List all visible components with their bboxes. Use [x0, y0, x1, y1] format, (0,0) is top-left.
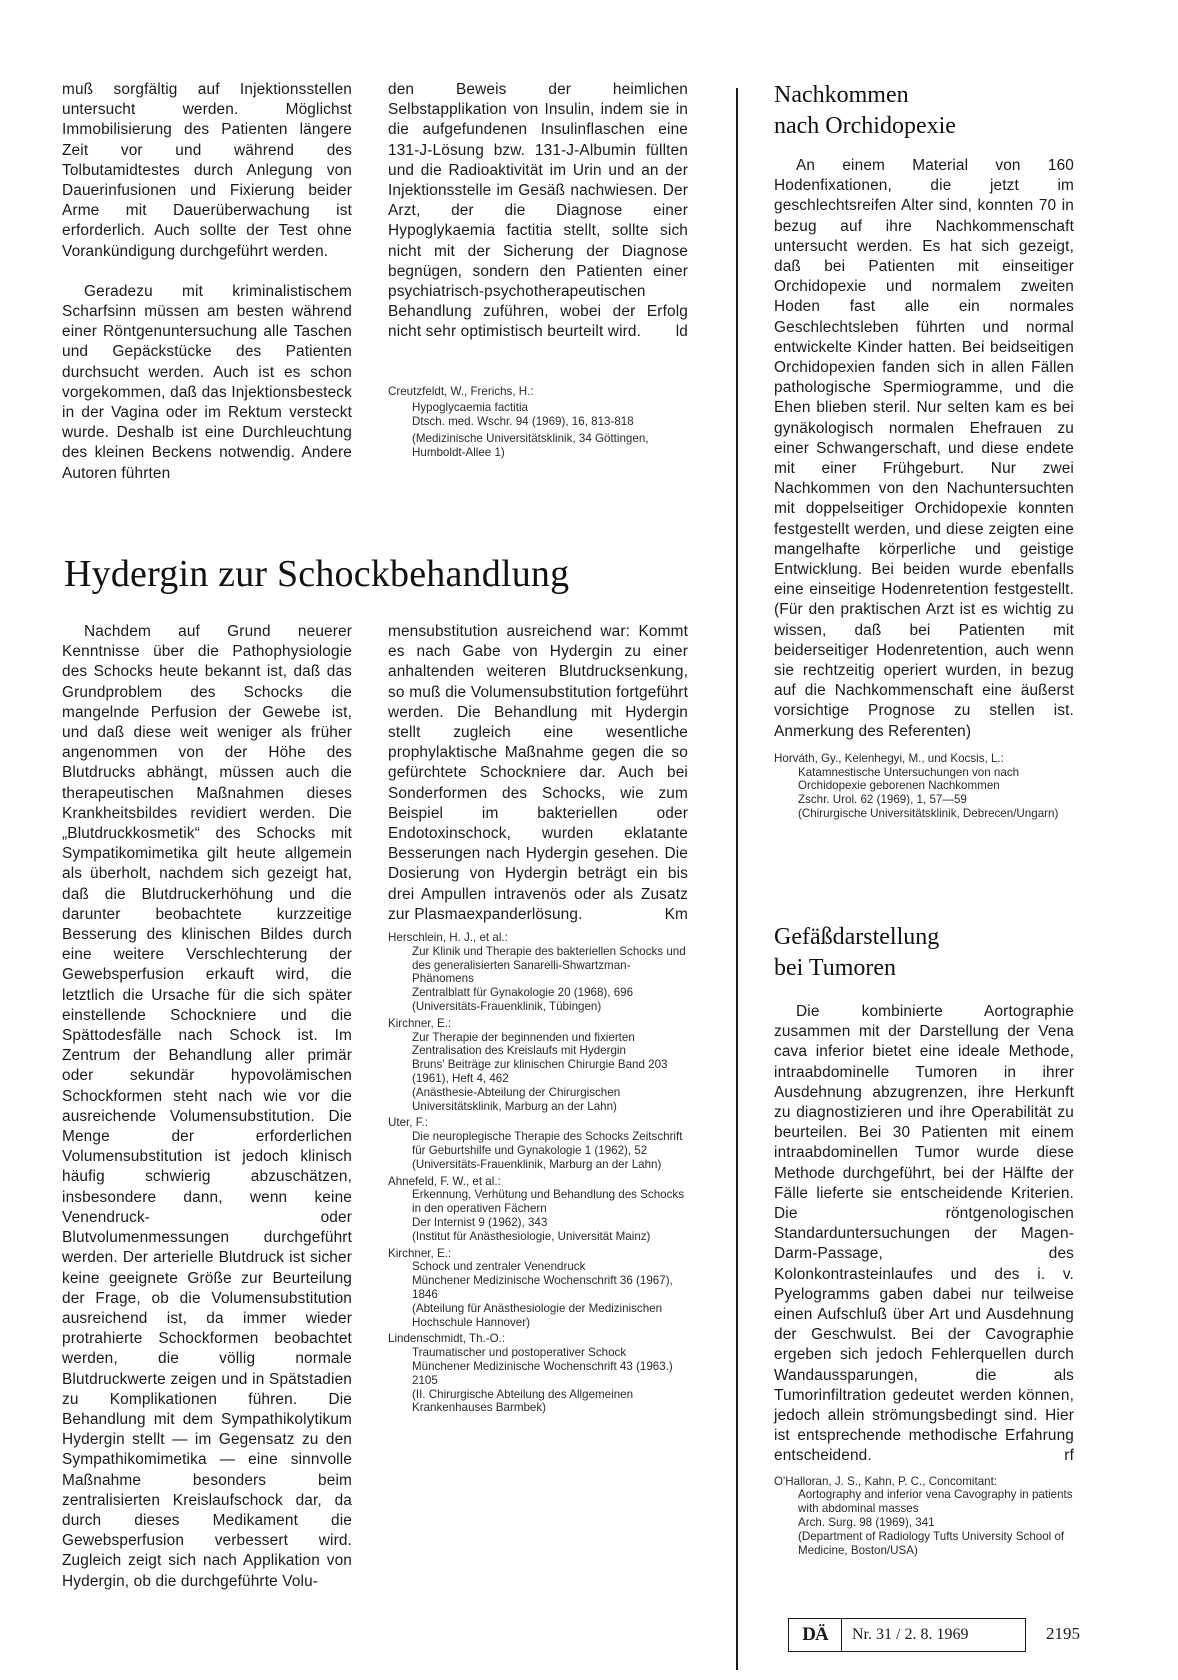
article4-title: [774, 922, 1074, 984]
article3-title-line1: Nachkommen: [774, 82, 909, 108]
reference-detail: Die neuroplegische Therapie des Schocks Zeitschrift für Geburtshilfe und Gynakologie 1 (1962), 52: [412, 1130, 683, 1157]
page-number: 2195: [1046, 1624, 1080, 1643]
reference-detail: (Universitäts-Frauenklinik, Marburg an der Lahn): [412, 1157, 662, 1171]
reference-detail: (II. Chirurgische Abteilung des Allgemeinen Krankenhauses Barmbek): [412, 1387, 634, 1415]
article2-title: Hydergin zur Schockbehandlung: [64, 553, 570, 595]
reference-detail: Zur Klinik und Therapie des bakteriellen Schocks und des generalisierten Sanarelli-Shwartzman-Phänomens: [412, 944, 686, 986]
reference-institution: (Chirurgische Universitätsklinik, Debrecen/Ungarn): [798, 807, 1059, 821]
reference-authors: Kirchner, E.:: [388, 1246, 452, 1260]
reference-journal: Arch. Surg. 98 (1969), 341: [798, 1516, 935, 1530]
reference-entry: [388, 931, 688, 1014]
article1-column1: [62, 80, 352, 484]
reference-title: Aortography and inferior vena Cavography in patients with abdominal masses: [798, 1488, 1073, 1516]
article3-title: [774, 80, 1074, 142]
reference-institution: (Medizinische Universitätsklinik, 34 Göttingen, Humboldt-Allee 1): [412, 432, 649, 459]
reference-entry: [388, 1247, 688, 1330]
article1-paragraph-2: Geradezu mit kriminalistischem Scharfsinn müssen am besten während einer Röntgenuntersuchung alle Taschen und Gepäckstücke des Patienten durchsucht werden. Auch ist es schon vorgekommen, daß das Injektionsbesteck in der Vagina oder im Rektum versteckt wurde. Deshalb ist eine Durchleuchtung des kleinen Beckens notwendig. Andere Autoren führten: [62, 282, 352, 482]
article4: [774, 922, 1074, 1557]
reference-detail: Zentralblatt für Gynakologie 20 (1968), 696: [412, 986, 634, 1000]
reference-authors: Uter, F.:: [388, 1116, 428, 1130]
reference-detail: Bruns' Beiträge zur klinischen Chirurgie Band 203 (1961), Heft 4, 462: [412, 1058, 668, 1086]
reference-detail: Münchener Medizinische Wochenschrift 36 (1967), 1846: [412, 1274, 673, 1301]
article3-reference: [774, 752, 1074, 821]
reference-title: Hypoglycaemia factitia: [412, 401, 528, 415]
article1-reference: [388, 385, 688, 460]
reference-authors: Horváth, Gy., Kelenhegyi, M., und Kocsis, L.:: [774, 751, 1004, 765]
reference-detail: Schock und zentraler Venendruck: [412, 1260, 586, 1274]
article4-title-line1: Gefäßdarstellung: [774, 924, 940, 950]
article3-paragraph: An einem Material von 160 Hodenfixationen, die jetzt im geschlechtsreifen Alter sind, konnten 70 in bezug auf ihre Nachkommenschaft untersucht werden. Es hat sich gezeigt, daß bei Patienten mit einseitiger Orchidopexie und normalem zweiten Hoden fast alle ein normales Geschlechtsleben führten und normal entwickelte Kinder hatten. Bei beidseitigen Orchidopexien fanden sich in allen Fällen pathologische Spermiogramme, und die Ehen blieben steril. Nur selten kam es bei gynäkologisch normalen Ehefrauen zu einer Schwangerschaft, und diese endete mit einer Frühgeburt. Nur zwei Nachkommen von den Nachuntersuchten mit doppelseitiger Orchidopexie konnten festgestellt werden, und diese zeigten eine mangelhafte körperliche und geistige Entwicklung. Bei beiden wurde ebenfalls eine einseitige Hodenretention festgestellt. (Für den praktischen Arzt ist es wichtig zu wissen, daß bei Patienten mit beiderseitiger Hodenretention, auch wenn sie rechtzeitig operiert wurden, in bezug auf die Nachkommenschaft eine äußerst vorsichtige Prognose zu stellen ist. Anmerkung des Referenten): [774, 157, 1074, 740]
reference-detail: (Institut für Anästhesiologie, Universität Mainz): [412, 1229, 651, 1243]
column-divider: [736, 88, 738, 1670]
article2-column1: [62, 622, 352, 1592]
issue-footer: [788, 1618, 1026, 1652]
article1-paragraph-1: muß sorgfältig auf Injektionsstellen untersucht werden. Möglichst Immobilisierung des Patienten längere Zeit vor und während des Tolbutamidtestes durch Anlegung von Dauerinfusionen und Fixierung beider Arme mit Dauerüberwachung ist erforderlich. Auch sollte der Test ohne Vorankündigung durchgeführt werden.: [62, 81, 352, 260]
article2-column2: [388, 622, 688, 1418]
reference-title: Katamnestische Untersuchungen von nach Orchidopexie geborenen Nachkommen: [798, 765, 1020, 793]
reference-institution: (Department of Radiology Tufts University School of Medicine, Boston/USA): [798, 1529, 1065, 1557]
reference-journal: Dtsch. med. Wschr. 94 (1969), 16, 813-818: [412, 415, 634, 429]
reference-authors: Kirchner, E.:: [388, 1016, 452, 1030]
reference-detail: (Universitäts-Frauenklinik, Tübingen): [412, 1000, 602, 1014]
reference-detail: Der Internist 9 (1962), 343: [412, 1215, 548, 1229]
article2-signoff: Km: [664, 905, 688, 923]
reference-authors: Herschlein, H. J., et al.:: [388, 931, 508, 945]
reference-entry: [388, 1175, 688, 1244]
article2-paragraph-2: [388, 622, 688, 925]
reference-entry: [388, 1332, 688, 1415]
reference-detail: Erkennung, Verhütung und Behandlung des Schocks in den operativen Fächern: [412, 1188, 685, 1216]
article4-signoff: rf: [1064, 1447, 1074, 1465]
article3-title-line2: nach Orchidopexie: [774, 113, 956, 139]
article1-column2: [388, 80, 688, 460]
article4-reference: [774, 1475, 1074, 1558]
article4-paragraph: [774, 1002, 1074, 1467]
reference-detail: Traumatischer und postoperativer Schock: [412, 1346, 627, 1360]
article1-paragraph-3: [388, 80, 688, 343]
reference-authors: O'Halloran, J. S., Kahn, P. C., Concomitant:: [774, 1474, 998, 1488]
reference-authors: Ahnefeld, F. W., et al.:: [388, 1174, 501, 1188]
reference-authors: Lindenschmidt, Th.-O.:: [388, 1332, 506, 1346]
issue-number: Nr. 31 / 2. 8. 1969: [852, 1626, 969, 1643]
article3: [774, 80, 1074, 821]
article4-title-line2: bei Tumoren: [774, 955, 897, 981]
reference-detail: (Anästhesie-Abteilung der Chirurgischen Universitätsklinik, Marburg an der Lahn): [412, 1085, 621, 1113]
article2-paragraph-1: Nachdem auf Grund neuerer Kenntnisse über die Pathophysiologie des Schocks heute bekannt ist, daß das Grundproblem des Schocks die mangelnde Perfusion der Gewebe ist, und daß diese weit weniger als früher angenommen von der Höhe des Blutdrucks abhängt, müssen auch die therapeutischen Maßnahmen dieses Krankheitsbildes revidiert werden. Die „Blutdruckkosmetik“ des Schocks mit Sympatikomimetika gilt heute allgemein als überholt, nachdem sich gezeigt hat, daß die Blutdruckerhöhung und die darunter beobachtete kurzzeitige Besserung des klinischen Bildes durch eine weitere Verschlechterung der Gewebsperfusion erkauft wird, die letztlich die Ursache für die sich später einstellende Schockniere und die Spättodesfälle nach Schock ist. Im Zentrum der Behandlung aller primär oder sekundär hypovolämischen Schockformen steht nach wie vor die ausreichende Volumensubstitution. Die Menge der erforderlichen Volumensubstitution ist jedoch klinisch häufig schwierig abzuschätzen, insbesondere dann, wenn keine Venendruck- oder Blutvolumenmessungen durchgeführt werden. Der arterielle Blutdruck ist sicher keine geeignete Größe zur Beurteilung der Frage, ob die Volumensubstitution ausreichend ist, da immer wieder protrahierte Schockformen beobachtet werden, die völlig normale Blutdruckwerte zeigen und in Spätstadien zu Komplikationen führen. Die Behandlung mit dem Sympathikolytikum Hydergin stellt — im Gegensatz zu den Sympathikomimetika — eine sinnvolle Maßnahme besonders beim zentralisierten Kreislaufschock dar, da durch dieses Medikament die Gewebsperfusion verbessert wird. Zugleich zeigt sich nach Applikation von Hydergin, ob die durchgeführte Volu-: [62, 623, 352, 1590]
article4-paragraph-text: Die kombinierte Aortographie zusammen mit der Darstellung der Vena cava inferior bietet eine ideale Methode, intraabdominelle Tumoren in ihrer Ausdehnung abzugrenzen, ihre Herkunft zu diagnostizieren und ihre Operabilität zu beurteilen. Bei 30 Patienten mit einem intraabdominellen Tumor wurde diese Methode durchgeführt, bei der Hälfte der Fälle lieferte sie entscheidende Kriterien. Die röntgenologischen Standarduntersuchungen der Magen-Darm-Passage, des Kolonkontrasteinlaufes und des i. v. Pyelogramms gaben dabei nur teilweise einen Aufschluß über Art und Ausdehnung der Geschwulst. Bei der Cavographie ergeben sich jedoch Fehlerquellen durch Wandaussparungen, die als Tumorinfiltration gedeutet werden können, jedoch allein strömungsbedingt sind. Hier ist entsprechende methodische Erfahrung entscheidend.: [774, 1003, 1074, 1465]
reference-detail: Zur Therapie der beginnenden und fixierten Zentralisation des Kreislaufs mit Hydergin: [412, 1030, 635, 1058]
article1-signoff: ld: [675, 323, 688, 341]
reference-detail: Münchener Medizinische Wochenschrift 43 (1963.) 2105: [412, 1359, 673, 1387]
journal-logo: DÄ: [789, 1619, 842, 1651]
reference-entry: [388, 1116, 688, 1171]
article2-references: [388, 931, 688, 1415]
reference-entry: [388, 1017, 688, 1114]
reference-authors: Creutzfeldt, W., Frerichs, H.:: [388, 384, 534, 398]
article1-paragraph-3-text: den Beweis der heimlichen Selbstapplikation von Insulin, indem sie in die aufgefundenen Insulinflaschen eine 131-J-Lösung bzw. 131-J-Albumin füllten und die Radioaktivität im Urin und an der Injektionsstelle im Gesäß nachwiesen. Der Arzt, der die Diagnose einer Hypoglykaemia factitia stellt, sollte sich nicht mit der Sicherung der Diagnose begnügen, sondern den Patienten einer psychiatrisch-psychotherapeutischen Behandlung zuführen, wobei der Erfolg nicht sehr optimistisch beurteilt wird.: [388, 81, 688, 341]
reference-detail: (Abteilung für Anästhesiologie der Medizinischen Hochschule Hannover): [412, 1301, 663, 1329]
article2-paragraph-2-text: mensubstitution ausreichend war: Kommt es nach Gabe von Hydergin zu einer anhaltenden weiteren Blutdrucksenkung, so muß die Volumensubstitution fortgeführt werden. Die Behandlung mit Hydergin stellt zugleich eine wesentliche prophylaktische Maßnahme gegen die so gefürchtete Schockniere dar. Auch bei Sonderformen des Schocks, wie zum Beispiel im bakteriellen oder Endotoxinschock, wurden eklatante Besserungen nach Hydergin gesehen. Die Dosierung von Hydergin beträgt ein bis drei Ampullen intravenös oder als Zusatz zur Plasmaexpanderlösung.: [388, 623, 688, 923]
reference-journal: Zschr. Urol. 62 (1969), 1, 57—59: [798, 793, 967, 807]
